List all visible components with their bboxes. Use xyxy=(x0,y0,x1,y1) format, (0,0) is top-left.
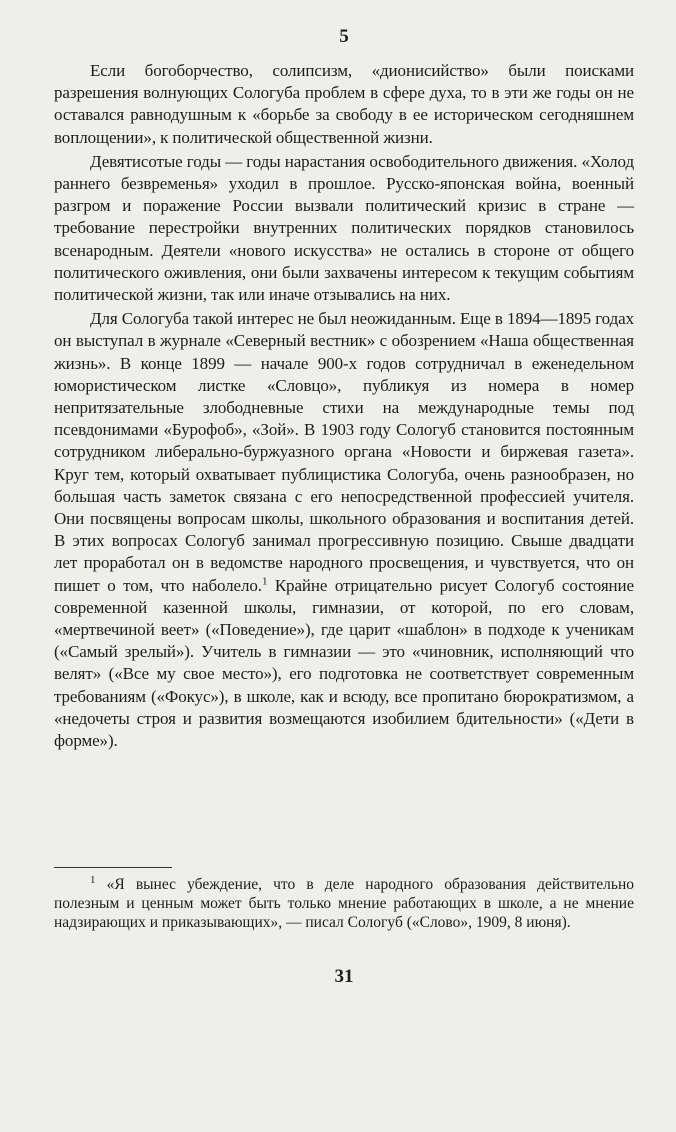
paragraph-3-text-before-note: Для Сологуба такой интерес не был неожиданным. Еще в 1894—1895 годах он выступал в журнале «Северный вестник» с обозрением «Наша общественная жизнь». В конце 1899 — начале 900-х годов сотрудничал в еженедельном юмористическом листке «Словцо», публикуя из номера в номер непритязательные злободневные стихи на международные темы под псевдонимами «Бурофоб», «Зой». В 1903 году Сологуб становится постоянным сотрудником либерально-буржуазного органа «Новости и биржевая газета». Круг тем, который охватывает публицистика Сологуба, очень разнообразен, но большая часть заметок связана с его непосредственной профессией учителя. Они посвящены вопросам школы, школьного образования и воспитания детей. В этих вопросах Сологуб занимал прогрессивную позицию. Свыше двадцати лет проработал он в ведомстве народного просвещения, и чувствуется, что он пишет о том, что наболело. xyxy=(54,309,634,595)
footnote xyxy=(54,875,634,932)
paragraph-3 xyxy=(54,308,634,752)
footnote-marker: 1 xyxy=(90,873,96,886)
book-page xyxy=(54,0,634,1132)
footnote-reference: 1 xyxy=(261,575,268,588)
paragraph-2: Девятисотые годы — годы нарастания освободительного движения. «Холод раннего безвременья» уходил в прошлое. Русско-японская война, военный разгром и поражение России вызвали политический кризис в стране — требование перестройки внутренних политических порядков становилось всенародным. Деятели «нового искусства» не остались в стороне от общего политического оживления, они были захвачены интересом к текущим событиям политической жизни, так или иначе отзывались на них. xyxy=(54,151,634,305)
paragraph-3-text-after-note: Крайне отрицательно рисует Сологуб состояние современной казенной школы, гимназии, от которой, по его словам, «мертвечиной веет» («Поведение»), где царит «шаблон» в подходе к ученикам («Самый зрелый»). Учитель в гимназии — это «чиновник, исполняющий что велят» («Все му свое место»), его подготовка не соответствует современным требованиям («Фокус»), в школе, как и всюду, все пропитано бюрократизмом, а «недочеты строя и развития возмещаются изобилием бдительности» («Дети в форме»). xyxy=(54,575,634,751)
body-text xyxy=(54,60,634,754)
paragraph-1: Если богоборчество, солипсизм, «дионисийство» были поисками разрешения волнующих Сологуба проблем в сфере духа, то в эти же годы он не оставался равнодушным к «борьбе за свободу в ее историческом сегодняшнем воплощении», к политической общественной жизни. xyxy=(54,61,634,147)
footnote-text: «Я вынес убеждение, что в деле народного образования действительно полезным и ценным может быть только мнение работающих в школе, а не мнение надзирающих и приказывающих», — писал Сологуб («Слово», 1909, 8 июня). xyxy=(54,876,634,931)
footnote-divider xyxy=(54,867,172,868)
chapter-number: 5 xyxy=(339,26,349,47)
page-number: 31 xyxy=(334,966,354,987)
